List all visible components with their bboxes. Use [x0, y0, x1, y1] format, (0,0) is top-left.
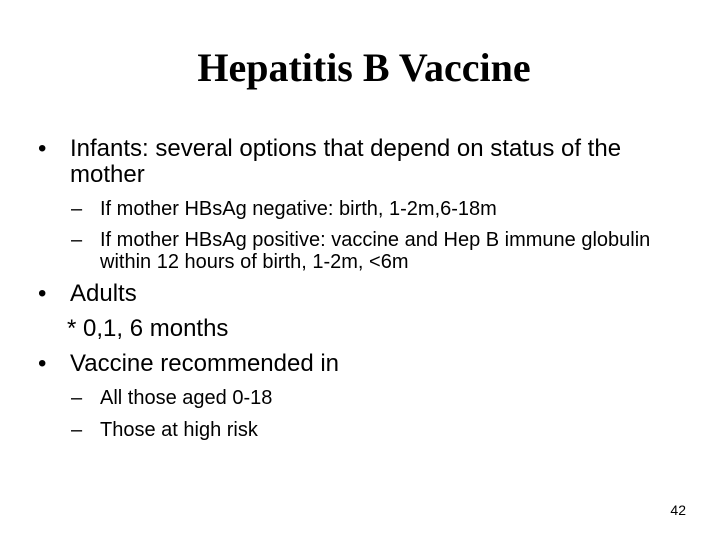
slide-title: Hepatitis B Vaccine	[197, 45, 531, 90]
sub-bullet-text: Those at high risk	[100, 419, 258, 441]
dash-icon: –	[71, 419, 83, 441]
adults-note: * 0,1, 6 months	[67, 315, 229, 342]
bullet-text: Infants: several options that depend on status of the mother	[70, 135, 622, 188]
bullet-adults	[36, 281, 696, 307]
bullet-dot-icon: •	[38, 350, 47, 377]
dash-icon: –	[71, 387, 83, 409]
slide-body	[36, 132, 696, 441]
sub-bullet-text: If mother HBsAg negative: birth, 1-2m,6-18m	[100, 198, 497, 220]
sub-bullet	[36, 198, 696, 220]
sub-bullet	[36, 387, 696, 409]
sub-bullet-text: If mother HBsAg positive: vaccine and Hep B immune globulin within 12 hours of birth, 1-2m, <6m	[100, 229, 651, 273]
dash-icon: –	[71, 198, 83, 220]
sub-bullet-text: All those aged 0-18	[100, 387, 273, 409]
bullet-dot-icon: •	[38, 280, 47, 307]
dash-icon: –	[71, 229, 83, 251]
sub-bullet	[36, 419, 696, 441]
bullet-vaccine-recommended	[36, 351, 696, 377]
bullet-text: Vaccine recommended in	[70, 350, 340, 377]
bullet-dot-icon: •	[38, 135, 47, 162]
sub-bullet	[36, 229, 696, 273]
page-number: 42	[670, 502, 686, 518]
bullet-text: Adults	[70, 280, 137, 307]
bullet-infants	[36, 136, 696, 188]
